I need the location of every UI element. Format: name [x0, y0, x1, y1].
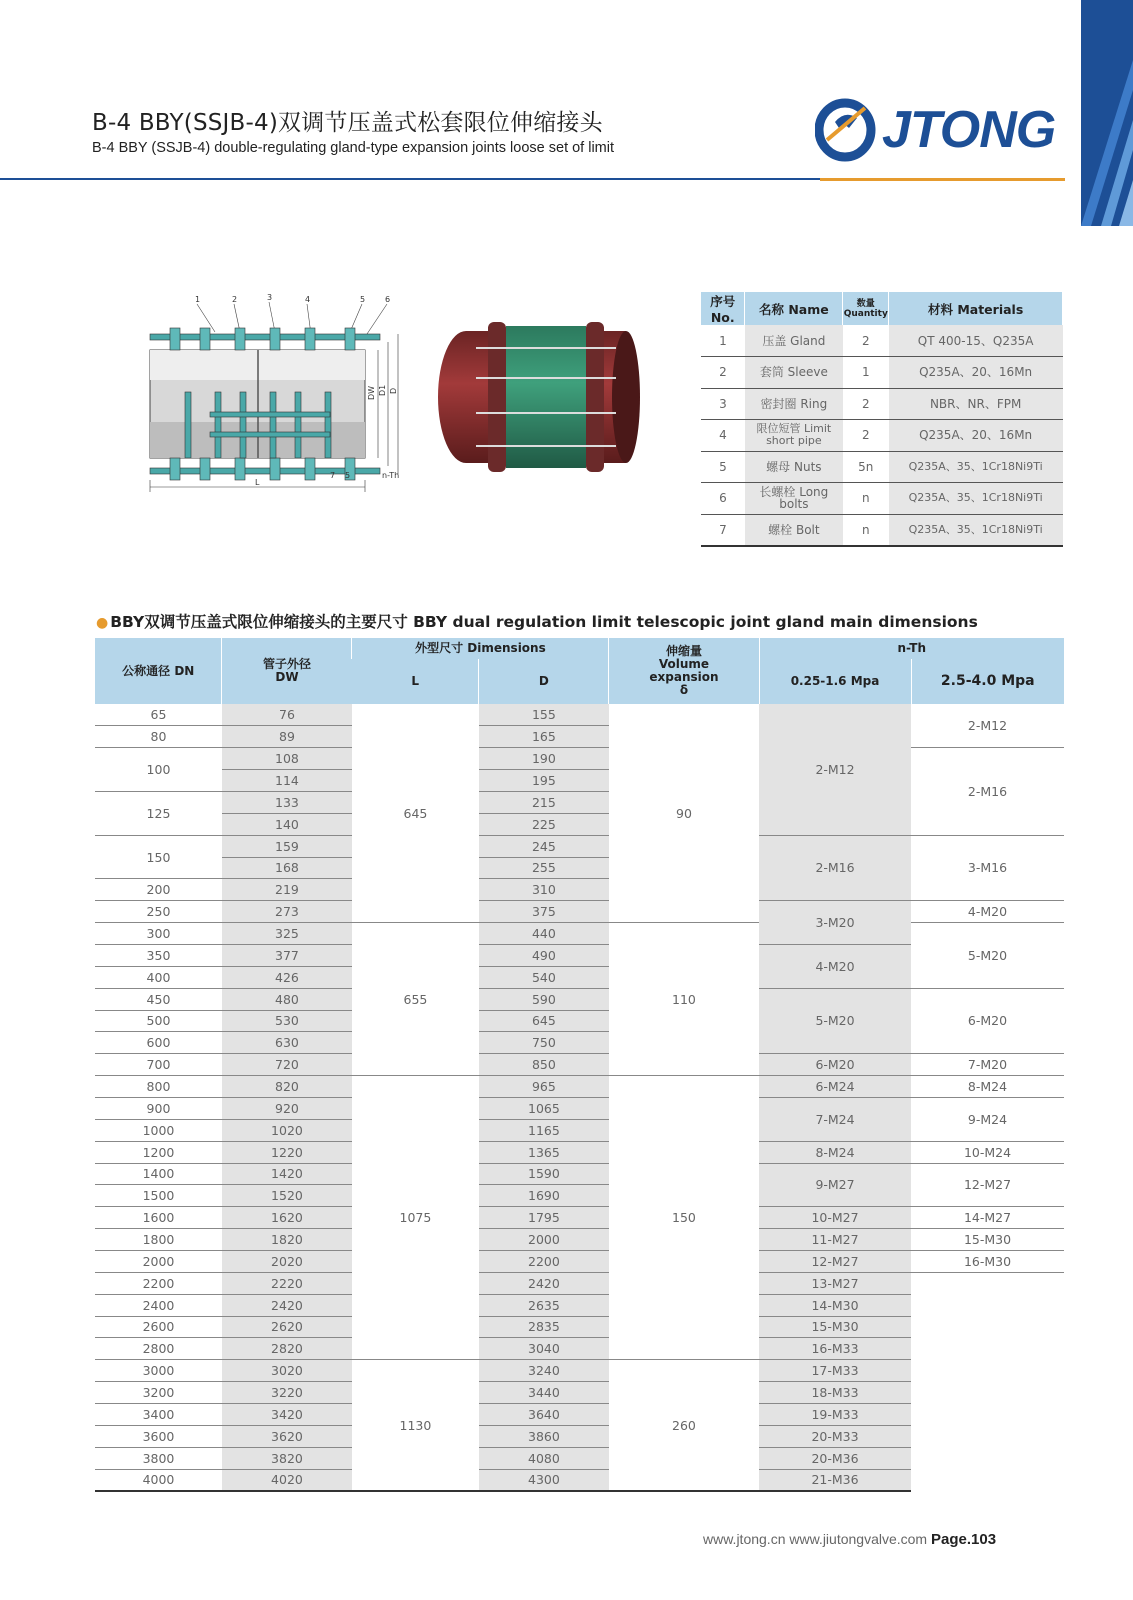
cell-nth-high: 7-M20: [911, 1054, 1064, 1076]
cell-dn: 4000: [95, 1469, 222, 1491]
parts-no: 1: [701, 325, 745, 357]
cell-nth-low: 2-M16: [759, 835, 911, 901]
cell-dn: 125: [95, 791, 222, 835]
parts-material: QT 400-15、Q235A: [889, 325, 1063, 357]
callout-6: 6: [385, 295, 391, 304]
callout-5b: 5: [345, 471, 351, 480]
cell-nth-high: 12-M27: [911, 1163, 1064, 1207]
cell-dw: 133: [222, 791, 352, 813]
cell-dn: 1600: [95, 1207, 222, 1229]
cell-dw: 325: [222, 923, 352, 945]
table-row: [95, 1272, 1064, 1294]
footer-urls: www.jtong.cn www.jiutongvalve.com: [703, 1531, 928, 1547]
parts-name: 压盖 Gland: [745, 325, 843, 357]
cell-d: 190: [479, 748, 609, 770]
header-rule: [0, 178, 820, 180]
parts-name: 螺母 Nuts: [745, 451, 843, 483]
cell-d: 965: [479, 1076, 609, 1098]
table-row: [95, 1054, 1064, 1076]
cell-dn: 3000: [95, 1360, 222, 1382]
cell-d: 1795: [479, 1207, 609, 1229]
cell-d: 1690: [479, 1185, 609, 1207]
cell-d: 165: [479, 726, 609, 748]
parts-material: Q235A、35、1Cr18Ni9Ti: [889, 451, 1063, 483]
bullet-icon: ●: [96, 615, 109, 631]
cell-dw: 720: [222, 1054, 352, 1076]
cell-nth-low: 5-M20: [759, 988, 911, 1054]
cell-d: 1590: [479, 1163, 609, 1185]
cell-nth-high: 9-M24: [911, 1097, 1064, 1141]
dim-label-d: D: [389, 387, 398, 394]
cell-dw: 168: [222, 857, 352, 879]
cell-nth-high: 16-M30: [911, 1250, 1064, 1272]
cell-dn: 2200: [95, 1272, 222, 1294]
cell-dn: 3200: [95, 1382, 222, 1404]
cell-dw: 426: [222, 966, 352, 988]
cell-dw: 1420: [222, 1163, 352, 1185]
cell-nth-low: 12-M27: [759, 1250, 911, 1272]
parts-no: 2: [701, 357, 745, 389]
cell-dw: 2620: [222, 1316, 352, 1338]
cell-d: 2200: [479, 1250, 609, 1272]
cell-dw: 2220: [222, 1272, 352, 1294]
cell-dn: 3400: [95, 1404, 222, 1426]
cell-d: 375: [479, 901, 609, 923]
cell-l: 1075: [352, 1076, 479, 1360]
parts-name: 密封圈 Ring: [745, 388, 843, 420]
header-nth: n-Th: [759, 638, 1064, 659]
cell-nth-low: 17-M33: [759, 1360, 911, 1382]
callout-2: 2: [232, 295, 238, 304]
parts-qty: 2: [843, 325, 889, 357]
parts-material: NBR、NR、FPM: [889, 388, 1063, 420]
parts-name: 套筒 Sleeve: [745, 357, 843, 389]
cell-dw: 377: [222, 944, 352, 966]
table-row: [701, 420, 1063, 452]
cell-dw: 630: [222, 1032, 352, 1054]
cell-dw: 3220: [222, 1382, 352, 1404]
callout-nth: n-Th: [382, 471, 400, 480]
cell-dn: 350: [95, 944, 222, 966]
callout-4: 4: [305, 295, 311, 304]
parts-table: [701, 292, 1063, 547]
cell-dw: 140: [222, 813, 352, 835]
parts-no: 3: [701, 388, 745, 420]
cell-d: 3640: [479, 1404, 609, 1426]
dim-label-l: L: [255, 478, 260, 487]
cell-dw: 530: [222, 1010, 352, 1032]
cell-dn: 2600: [95, 1316, 222, 1338]
cell-dw: 4020: [222, 1469, 352, 1491]
cell-dn: 80: [95, 726, 222, 748]
cell-nth-low: 6-M24: [759, 1076, 911, 1098]
cell-dw: 273: [222, 901, 352, 923]
header-dimensions: 外型尺寸 Dimensions: [352, 638, 609, 659]
cell-dw: 1020: [222, 1119, 352, 1141]
table-row: [701, 514, 1063, 546]
cell-nth-low: 2-M12: [759, 704, 911, 835]
section-title: [96, 610, 978, 632]
header-d: D: [479, 659, 609, 704]
callout-3: 3: [267, 293, 273, 302]
cell-dn: 250: [95, 901, 222, 923]
cell-l: 655: [352, 923, 479, 1076]
cell-d: 3440: [479, 1382, 609, 1404]
cell-nth-low: 8-M24: [759, 1141, 911, 1163]
cell-nth-high: 6-M20: [911, 988, 1064, 1054]
cell-dn: 600: [95, 1032, 222, 1054]
cell-d: 155: [479, 704, 609, 726]
cell-dw: 820: [222, 1076, 352, 1098]
parts-header-materials: 材料 Materials: [889, 292, 1063, 325]
table-row: [95, 748, 1064, 770]
cell-d: 1065: [479, 1097, 609, 1119]
callout-7: 7: [330, 471, 336, 480]
parts-no: 4: [701, 420, 745, 452]
table-row: [95, 835, 1064, 857]
table-row: [95, 1207, 1064, 1229]
cell-dw: 159: [222, 835, 352, 857]
cell-nth-low: 13-M27: [759, 1272, 911, 1294]
cell-nth-high: 14-M27: [911, 1207, 1064, 1229]
table-row: [95, 704, 1064, 726]
parts-qty: 5n: [843, 451, 889, 483]
cell-nth-low: 19-M33: [759, 1404, 911, 1426]
table-row: [701, 451, 1063, 483]
parts-name: 螺栓 Bolt: [745, 514, 843, 546]
cell-d: 2835: [479, 1316, 609, 1338]
cell-dn: 1800: [95, 1229, 222, 1251]
cell-d: 590: [479, 988, 609, 1010]
parts-qty: 2: [843, 388, 889, 420]
cell-nth-high: 5-M20: [911, 923, 1064, 989]
logo-text: JTONG: [882, 101, 1056, 159]
parts-material: Q235A、35、1Cr18Ni9Ti: [889, 514, 1063, 546]
cell-volume: 260: [609, 1360, 759, 1491]
dimensions-table: [95, 638, 1064, 1492]
cell-dw: 3020: [222, 1360, 352, 1382]
cell-l: 645: [352, 704, 479, 923]
cell-d: 255: [479, 857, 609, 879]
page-number: Page.103: [931, 1531, 997, 1548]
cell-nth-low: 20-M36: [759, 1447, 911, 1469]
cell-dw: 2420: [222, 1294, 352, 1316]
cell-d: 1365: [479, 1141, 609, 1163]
cell-nth-low: 6-M20: [759, 1054, 911, 1076]
table-row: [95, 1097, 1064, 1119]
cell-d: 4080: [479, 1447, 609, 1469]
cell-dw: 480: [222, 988, 352, 1010]
cell-dn: 300: [95, 923, 222, 945]
cell-nth-low: 15-M30: [759, 1316, 911, 1338]
cell-dn: 450: [95, 988, 222, 1010]
cell-dn: 2000: [95, 1250, 222, 1272]
cell-d: 225: [479, 813, 609, 835]
parts-material: Q235A、20、16Mn: [889, 420, 1063, 452]
cell-d: 310: [479, 879, 609, 901]
cell-d: 245: [479, 835, 609, 857]
cell-dn: 200: [95, 879, 222, 901]
table-header-row: [95, 638, 1064, 659]
page-title: B-4 BBY(SSJB-4)双调节压盖式松套限位伸缩接头: [92, 110, 603, 136]
cell-d: 645: [479, 1010, 609, 1032]
header-l: L: [352, 659, 479, 704]
callout-5: 5: [360, 295, 366, 304]
table-row: [701, 325, 1063, 357]
table-row: [95, 901, 1064, 923]
cell-dw: 1820: [222, 1229, 352, 1251]
cell-dw: 1220: [222, 1141, 352, 1163]
cell-dw: 920: [222, 1097, 352, 1119]
cell-d: 3240: [479, 1360, 609, 1382]
technical-drawing: [140, 292, 430, 504]
cell-d: 215: [479, 791, 609, 813]
parts-name: 限位短管 Limit short pipe: [745, 420, 843, 452]
cell-nth-high: 2-M16: [911, 748, 1064, 835]
cell-dw: 114: [222, 770, 352, 792]
cell-dw: 3420: [222, 1404, 352, 1426]
parts-qty: 1: [843, 357, 889, 389]
parts-qty: n: [843, 514, 889, 546]
cell-nth-low: 3-M20: [759, 901, 911, 945]
table-row: [95, 1163, 1064, 1185]
cell-nth-high: 8-M24: [911, 1076, 1064, 1098]
cell-d: 4300: [479, 1469, 609, 1491]
parts-header-qty: 数量 Quantity: [843, 292, 889, 325]
cell-volume: 110: [609, 923, 759, 1076]
cell-nth-high: 3-M16: [911, 835, 1064, 901]
cell-nth-low: 4-M20: [759, 944, 911, 988]
header-p1: 0.25-1.6 Mpa: [759, 659, 911, 704]
cell-dn: 500: [95, 1010, 222, 1032]
parts-no: 7: [701, 514, 745, 546]
cell-nth-low: 16-M33: [759, 1338, 911, 1360]
table-row: [95, 1076, 1064, 1098]
cell-nth-low: 11-M27: [759, 1229, 911, 1251]
dim-label-d1: D1: [378, 384, 387, 396]
cell-nth-high: 4-M20: [911, 901, 1064, 923]
cell-d: 1165: [479, 1119, 609, 1141]
table-row: [95, 1250, 1064, 1272]
cell-d: 2420: [479, 1272, 609, 1294]
parts-name: 长螺栓 Long bolts: [745, 483, 843, 515]
cell-dn: 65: [95, 704, 222, 726]
cell-nth-high: 2-M12: [911, 704, 1064, 748]
cell-d: 750: [479, 1032, 609, 1054]
cell-nth-low: 7-M24: [759, 1097, 911, 1141]
cell-nth-high: 15-M30: [911, 1229, 1064, 1251]
cell-d: 850: [479, 1054, 609, 1076]
cell-nth-high: [911, 1272, 1064, 1491]
parts-header-name: 名称 Name: [745, 292, 843, 325]
cell-dw: 108: [222, 748, 352, 770]
parts-material: Q235A、35、1Cr18Ni9Ti: [889, 483, 1063, 515]
cell-dn: 400: [95, 966, 222, 988]
parts-header-no: 序号No.: [701, 292, 745, 325]
cell-nth-low: 18-M33: [759, 1382, 911, 1404]
cell-dn: 2800: [95, 1338, 222, 1360]
parts-header-row: [701, 292, 1063, 325]
cell-dn: 900: [95, 1097, 222, 1119]
cell-dw: 219: [222, 879, 352, 901]
cell-dw: 3820: [222, 1447, 352, 1469]
dim-label-dw: DW: [367, 385, 376, 400]
header-dn: 公称通径 DN: [95, 638, 222, 704]
cell-nth-low: 20-M33: [759, 1425, 911, 1447]
table-row: [701, 357, 1063, 389]
cell-d: 540: [479, 966, 609, 988]
cell-nth-low: 10-M27: [759, 1207, 911, 1229]
cell-d: 3860: [479, 1425, 609, 1447]
cell-dn: 100: [95, 748, 222, 792]
product-photo: [436, 318, 646, 476]
cell-dn: 3600: [95, 1425, 222, 1447]
cell-d: 3040: [479, 1338, 609, 1360]
footer: [703, 1531, 996, 1548]
parts-qty: n: [843, 483, 889, 515]
cell-dw: 1520: [222, 1185, 352, 1207]
cell-dn: 700: [95, 1054, 222, 1076]
cell-dn: 2400: [95, 1294, 222, 1316]
cell-l: 1130: [352, 1360, 479, 1491]
cell-nth-low: 9-M27: [759, 1163, 911, 1207]
table-row: [95, 923, 1064, 945]
cell-volume: 90: [609, 704, 759, 923]
table-row: [95, 988, 1064, 1010]
page-subtitle: B-4 BBY (SSJB-4) double-regulating gland-type expansion joints loose set of limit: [92, 140, 615, 156]
cell-dw: 2020: [222, 1250, 352, 1272]
cell-dn: 3800: [95, 1447, 222, 1469]
cell-d: 440: [479, 923, 609, 945]
table-row: [701, 483, 1063, 515]
parts-qty: 2: [843, 420, 889, 452]
cell-nth-low: 14-M30: [759, 1294, 911, 1316]
cell-dw: 3620: [222, 1425, 352, 1447]
parts-material: Q235A、20、16Mn: [889, 357, 1063, 389]
cell-d: 490: [479, 944, 609, 966]
cell-volume: 150: [609, 1076, 759, 1360]
cell-dn: 1400: [95, 1163, 222, 1185]
cell-dw: 1620: [222, 1207, 352, 1229]
header-dw: 管子外径 DW: [222, 638, 352, 704]
header-accent-rule: [820, 178, 1065, 181]
table-row: [95, 1229, 1064, 1251]
cell-dn: 1500: [95, 1185, 222, 1207]
cell-dw: 2820: [222, 1338, 352, 1360]
cell-d: 195: [479, 770, 609, 792]
cell-d: 2635: [479, 1294, 609, 1316]
table-row: [95, 1141, 1064, 1163]
cell-dw: 76: [222, 704, 352, 726]
cell-dn: 150: [95, 835, 222, 879]
section-title-text: BBY双调节压盖式限位伸缩接头的主要尺寸 BBY dual regulation limit telescopic joint gland main dimensions: [110, 613, 978, 631]
header-p2: 2.5-4.0 Mpa: [911, 659, 1064, 704]
cell-d: 2000: [479, 1229, 609, 1251]
cell-dn: 1200: [95, 1141, 222, 1163]
cell-dn: 1000: [95, 1119, 222, 1141]
corner-decoration: [1081, 0, 1133, 226]
cell-nth-high: 10-M24: [911, 1141, 1064, 1163]
table-row: [701, 388, 1063, 420]
cell-dn: 800: [95, 1076, 222, 1098]
header-volume: 伸缩量 Volume expansion δ: [609, 638, 759, 704]
parts-no: 5: [701, 451, 745, 483]
cell-dw: 89: [222, 726, 352, 748]
cell-nth-low: 21-M36: [759, 1469, 911, 1491]
callout-1: 1: [195, 295, 201, 304]
parts-no: 6: [701, 483, 745, 515]
